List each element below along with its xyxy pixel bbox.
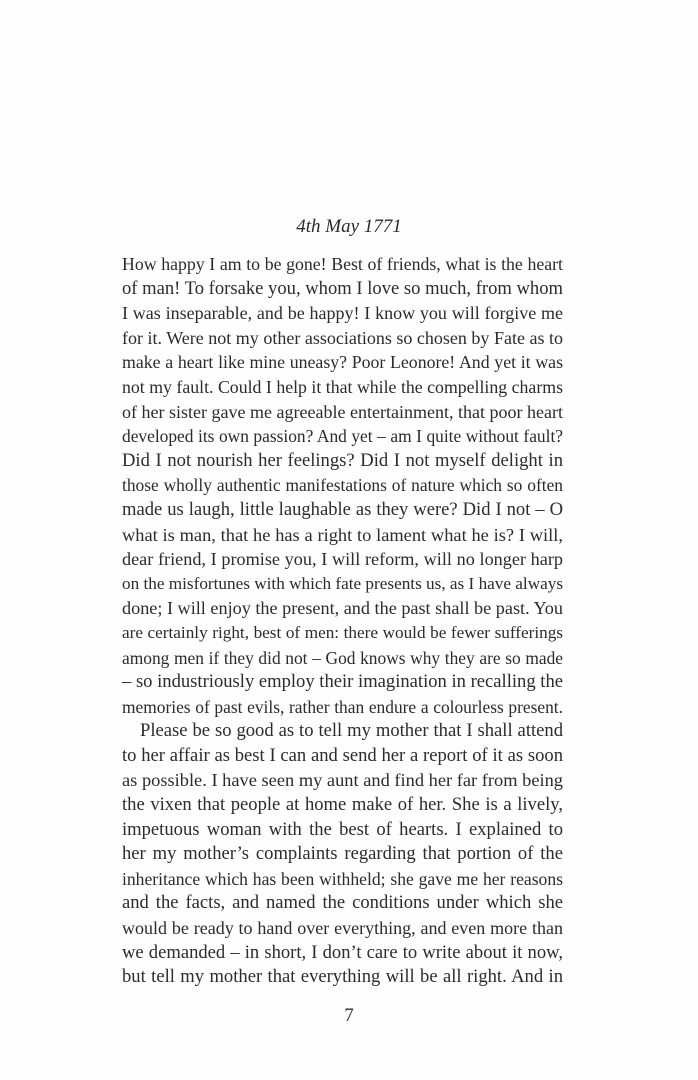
text-line: for it. Were not my other associations so chosen by Fate as to xyxy=(122,327,563,348)
text-line: Please be so good as to tell my mother that I shall attend xyxy=(140,720,563,742)
page-number: 7 xyxy=(344,1005,354,1026)
letter-date-heading: 4th May 1771 xyxy=(296,216,402,237)
text-line: among men if they did not – God knows why they are so made xyxy=(122,647,563,668)
text-line: memories of past evils, rather than endure a colourless present. xyxy=(122,696,563,717)
body-text xyxy=(122,252,563,990)
text-line: but tell my mother that everything will be all right. And in xyxy=(122,966,563,988)
text-line: to her affair as best I can and send her a report of it as soon xyxy=(122,744,563,766)
text-line: impetuous woman with the best of hearts. I explained to xyxy=(122,818,563,840)
text-line: of her sister gave me agreeable entertainment, that poor heart xyxy=(122,401,563,422)
text-line: would be ready to hand over everything, and even more than xyxy=(122,918,563,939)
text-line: those wholly authentic manifestations of nature which so often xyxy=(122,475,563,496)
text-line: made us laugh, little laughable as they were? Did I not – O xyxy=(122,498,563,520)
text-line: her my mother’s complaints regarding that portion of the xyxy=(122,843,563,865)
text-line: of man! To forsake you, whom I love so much, from whom xyxy=(122,277,563,299)
text-line: not my fault. Could I help it that while the compelling charms xyxy=(122,376,563,397)
text-line: make a heart like mine uneasy? Poor Leonore! And yet it was xyxy=(122,352,563,373)
text-line: done; I will enjoy the present, and the past shall be past. You xyxy=(122,598,563,619)
text-line: on the misfortunes with which fate presents us, as I have always xyxy=(122,573,564,593)
text-line: we demanded – in short, I don’t care to write about it now, xyxy=(122,941,563,963)
text-line: I was inseparable, and be happy! I know you will forgive me xyxy=(122,303,563,324)
text-line: dear friend, I promise you, I will reform, will no longer harp xyxy=(122,549,563,570)
text-line: How happy I am to be gone! Best of friends, what is the heart xyxy=(122,254,563,274)
text-line: – so industriously employ their imagination in recalling the xyxy=(122,671,564,693)
text-line: are certainly right, best of men: there would be fewer sufferings xyxy=(122,622,563,642)
paragraph xyxy=(122,252,563,719)
text-line: Did I not nourish her feelings? Did I not myself delight in xyxy=(122,449,563,471)
text-line: the vixen that people at home make of her. She is a lively, xyxy=(122,794,563,816)
text-line: and the facts, and named the conditions under which she xyxy=(122,892,563,914)
text-line: developed its own passion? And yet – am I quite without fault? xyxy=(122,426,563,447)
paragraph xyxy=(122,719,563,990)
text-line: what is man, that he has a right to lament what he is? I will, xyxy=(122,524,563,545)
text-line: inheritance which has been withheld; she gave me her reasons xyxy=(122,868,563,889)
text-line: as possible. I have seen my aunt and find her far from being xyxy=(122,770,563,791)
